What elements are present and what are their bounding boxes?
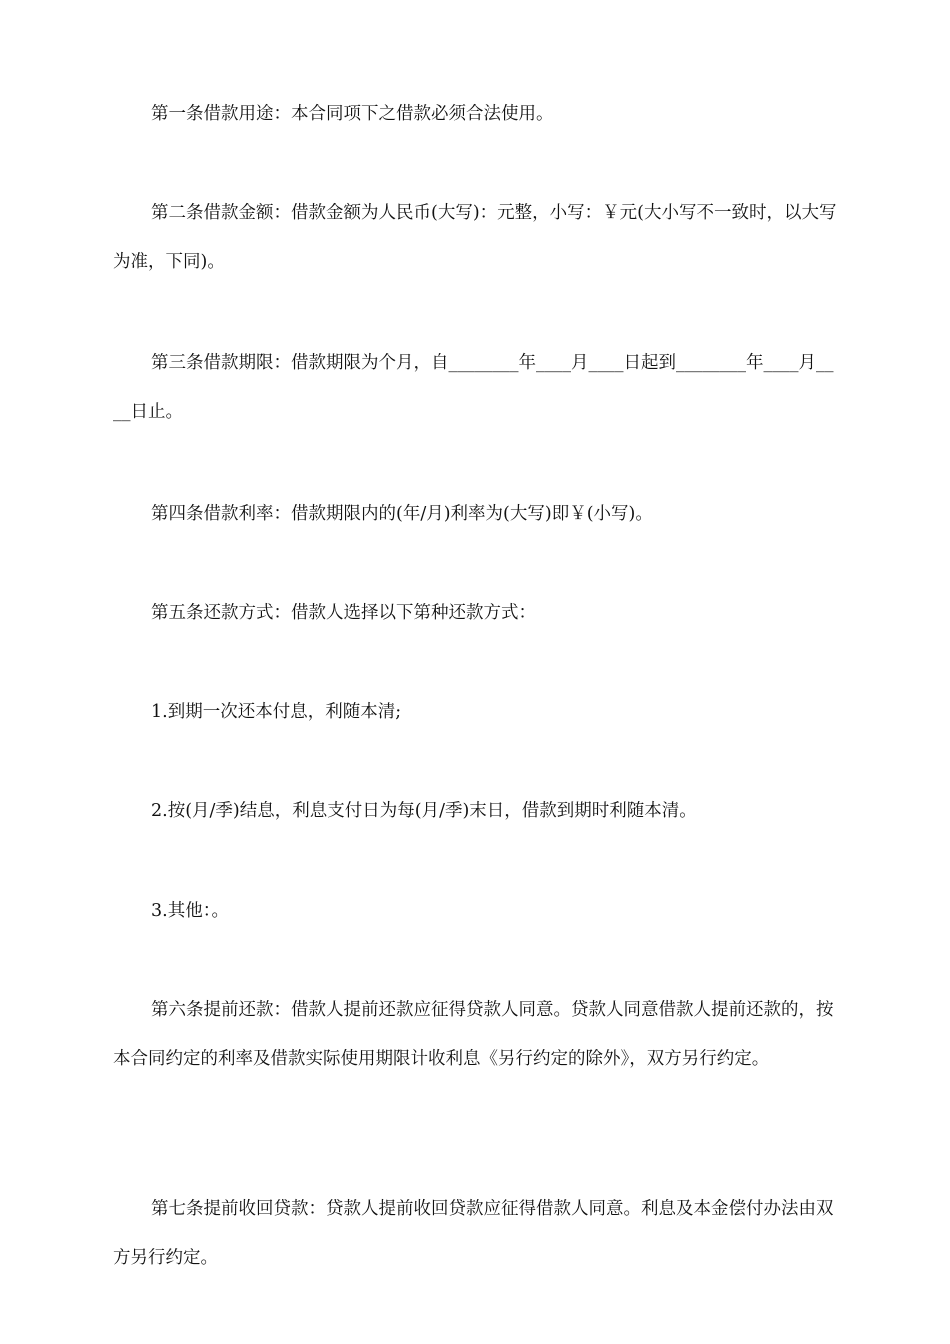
article-1-purpose: 第一条借款用途：本合同项下之借款必须合法使用。 bbox=[151, 104, 554, 124]
article-2-amount: 第二条借款金额：借款金额为人民币(大写)：元整，小写：￥元(大小写不一致时，以大写为准，下同)。 bbox=[113, 203, 837, 272]
repayment-option-1: 1.到期一次还本付息，利随本清; bbox=[151, 702, 402, 722]
repayment-option-3: 3.其他：。 bbox=[151, 901, 229, 921]
article-5-repayment-method: 第五条还款方式：借款人选择以下第种还款方式： bbox=[151, 603, 536, 623]
article-6-early-repayment: 第六条提前还款：借款人提前还款应征得贷款人同意。贷款人同意借款人提前还款的，按本合同约定的利率及借款实际使用期限计收利息《另行约定的除外》，双方另行约定。 bbox=[113, 1000, 834, 1069]
article-4-interest-rate: 第四条借款利率：借款期限内的(年/月)利率为(大写)即￥(小写)。 bbox=[151, 504, 653, 524]
repayment-option-2: 2.按(月/季)结息，利息支付日为每(月/季)末日，借款到期时利随本清。 bbox=[151, 801, 697, 821]
article-7-early-recall: 第七条提前收回贷款：贷款人提前收回贷款应征得借款人同意。利息及本金偿付办法由双方另行约定。 bbox=[113, 1199, 834, 1268]
article-3-term: 第三条借款期限：借款期限为个月，自________年____月____日起到________年____月____日止。 bbox=[113, 353, 834, 422]
